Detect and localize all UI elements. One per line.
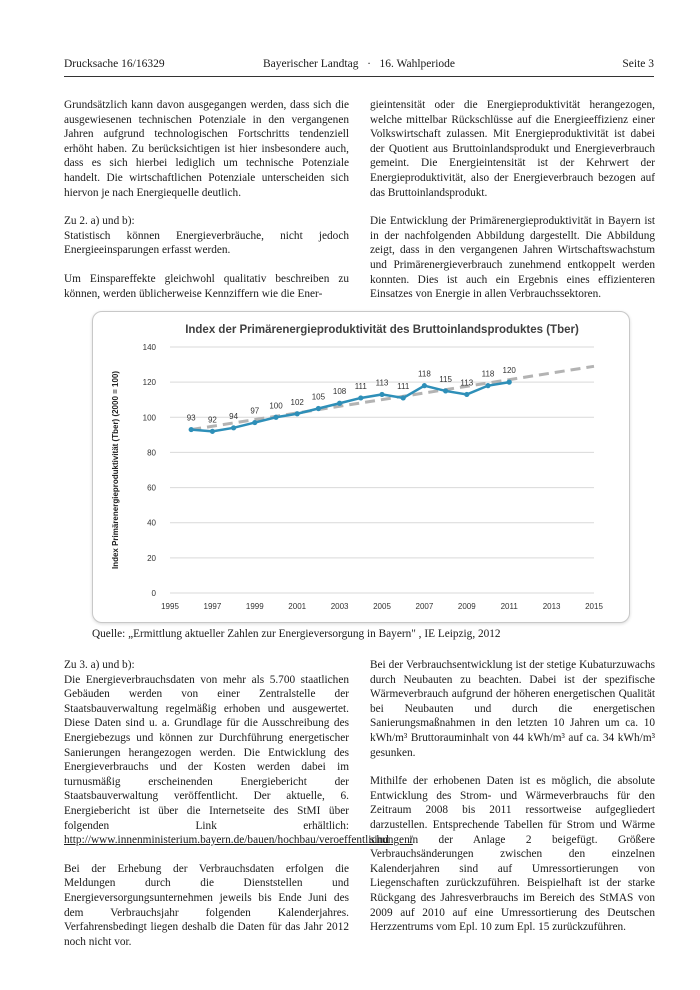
trend-line xyxy=(191,366,594,429)
paragraph-development: Die Entwicklung der Primärenergieproduktivität in Bayern ist in der nachfolgenden Abbildung dargestellt. Die Abbildung zeigt, dass in den vergangenen Jahren Wirtschaftswachstum und Primärenergieverbrauch zunehmend entkoppelt werden konnten. Dies ist auch ein Ergebnis eines effizienteren Einsatzes von Energie in allen Verbrauchssektoren. xyxy=(370,215,655,301)
page-number: Seite 3 xyxy=(622,58,654,70)
data-label: 100 xyxy=(269,401,283,411)
y-tick-label: 40 xyxy=(147,518,156,528)
data-label: 118 xyxy=(481,369,495,379)
chart-title: Index der Primärenergieproduktivität des Bruttoinlandsproduktes (Tber) xyxy=(185,324,579,336)
y-tick-label: 100 xyxy=(142,413,156,423)
paragraph-indicators: Um Einspareffekte gleichwohl qualitativ beschreiben zu können, werden üblicherweise Kennziffern wie die Ener- xyxy=(64,272,349,300)
x-tick-label: 2015 xyxy=(585,602,603,611)
data-label: 111 xyxy=(397,381,410,391)
answer-2 xyxy=(64,214,349,258)
paragraph-consumption-development: Bei der Verbrauchsentwicklung ist der stetige Kubaturzuwachs durch Neubauten zu beachten. Dabei ist der spezifische Wärmeverbrauch aufgrund der höheren energetischen Qualität bei Neubauten und durch die energetischen Sanierungsmaßnahmen in den letzten 10 Jahren um ca. 10 kWh/m³ Bruttorauminhalt von 44 kWh/m³ auf ca. 34 kWh/m³ gesunken. xyxy=(370,659,655,759)
data-label: 115 xyxy=(439,374,452,384)
data-label: 111 xyxy=(354,381,367,391)
paragraph-ressort-breakdown: Mithilfe der erhobenen Daten ist es möglich, die absolute Entwicklung des Strom- und Wärmeverbrauchs für den Zeitraum 2008 bis 2011 ressortweise aufgegliedert darzustellen. Entsprechende Tabellen für Strom und Wärme sind in der Anlage 2 beigefügt. Größere Verbrauchsänderungen zwischen den einzelnen Kalenderjahren sind auf Umressortierungen von Liegenschaften zurückzuführen. Beispielhaft ist der starke Rückgang des Jahresverbrauchs im Bereich des StMAS von 2009 auf 2010 auf eine Umressortierung des Deutschen Herzzentrums vom Epl. 10 zum Epl. 15 zurückzuführen. xyxy=(370,775,655,934)
y-axis-label: Index Primärenergieproduktivität (Tber) (2000 = 100) xyxy=(111,370,120,570)
data-label: 93 xyxy=(186,413,196,423)
paragraph-energy-intensity: gieintensität oder die Energieproduktivität herangezogen, welche mittelbar Rückschlüsse auf die Energieeffizienz einer Volkswirtschaft zulassen. Mit Energieproduktivität ist dabei der Quotient aus Bruttoinlandsprodukt und Energieverbrauch gemeint. Die Energieintensität ist der Kehrwert der Energieproduktivität, also der Energieverbrauch bezogen auf das Bruttoinlandsprodukt. xyxy=(370,99,655,199)
productivity-chart xyxy=(92,311,628,621)
x-tick-label: 1999 xyxy=(245,602,264,611)
y-tick-label: 20 xyxy=(147,553,156,563)
answer-2-text: Statistisch können Energieverbräuche, nicht jedoch Energieeinsparungen erfasst werden. xyxy=(64,229,349,257)
x-tick-label: 2001 xyxy=(288,602,307,611)
data-point xyxy=(485,383,490,388)
data-label: 113 xyxy=(375,378,389,388)
text-column-4 xyxy=(370,658,655,949)
y-tick-label: 0 xyxy=(151,589,156,598)
document-number: Drucksache 16/16329 xyxy=(64,58,165,70)
data-point xyxy=(358,395,363,400)
chart-caption: Quelle: „Ermittlung aktueller Zahlen zur Energieversorgung in Bayern" , IE Leipzig, 2012 xyxy=(92,628,501,640)
x-tick-label: 2007 xyxy=(415,602,434,611)
answer-3-heading: Zu 3. a) und b): xyxy=(64,659,135,671)
energy-report-link[interactable]: http://www.innenministerium.bayern.de/bauen/hochbau/veroeffentlichungen/ xyxy=(64,834,413,847)
data-point xyxy=(507,380,512,385)
data-label: 92 xyxy=(207,415,217,425)
data-point xyxy=(210,429,215,434)
data-label: 120 xyxy=(502,366,516,376)
x-tick-label: 2013 xyxy=(542,602,561,611)
page-header xyxy=(64,58,654,76)
data-label: 108 xyxy=(332,387,347,397)
data-point xyxy=(231,425,236,430)
data-point xyxy=(464,392,469,397)
x-tick-label: 2009 xyxy=(457,602,476,611)
data-label: 113 xyxy=(460,378,474,388)
x-tick-label: 2011 xyxy=(500,602,518,611)
y-tick-label: 120 xyxy=(142,378,156,388)
y-tick-label: 140 xyxy=(142,343,156,352)
data-point xyxy=(273,415,278,420)
parliament-title: Bayerischer Landtag · 16. Wahlperiode xyxy=(262,58,456,70)
data-point xyxy=(422,383,427,388)
x-tick-label: 2003 xyxy=(330,602,349,611)
x-tick-label: 1997 xyxy=(203,602,222,611)
data-point xyxy=(189,427,194,432)
y-tick-label: 60 xyxy=(147,483,156,493)
data-label: 105 xyxy=(311,392,326,402)
paragraph-data-collection: Bei der Erhebung der Verbrauchsdaten erfolgen die Meldungen durch die Dienststellen und Energieversorgungsunternehmen jeweils bis Ende Juni des dem Verbrauchsjahr folgenden Kalenderjahres. Verfahrensbedingt liegen deshalb die Daten für das Jahr 2012 noch nicht vor. xyxy=(64,862,349,948)
data-label: 94 xyxy=(229,411,239,421)
text-column-1 xyxy=(64,98,349,315)
data-label: 102 xyxy=(290,397,304,407)
data-label: 97 xyxy=(250,406,260,416)
data-point xyxy=(316,406,321,411)
answer-3 xyxy=(64,658,413,848)
paragraph-potentials: Grundsätzlich kann davon ausgegangen werden, dass sich die ausgewiesenen technischen Potenziale in den vergangenen Jahren aufgrund technologischen Fortschritts tendenziell erhöht haben. Zu berücksichtigen ist hier insbesondere auch, dass es sich hierbei lediglich um technische Potenziale handelt. Die wirtschaftlichen Potenziale unterscheiden sich hiervon je nach Energiequelle deutlich. xyxy=(64,99,349,199)
header-rule xyxy=(64,76,654,77)
data-point xyxy=(379,392,384,397)
text-column-2 xyxy=(370,98,655,316)
x-tick-label: 1995 xyxy=(161,602,179,611)
series-line xyxy=(191,382,509,431)
data-point xyxy=(252,420,257,425)
answer-3-text: Die Energieverbrauchsdaten von mehr als 5.700 staatlichen Gebäuden werden von einer Zentralstelle der Staatsbauverwaltung regelmäßig erhoben und ausgewertet. Diese Daten sind u. a. Grundlage für die Ausschreibung des Energiebezugs und können zur Durchführung energetischer Sanierungen herangezogen werden. Die Entwicklung des Energieverbrauchs und der Kosten werden dabei im turnusmäßig erscheinenden Energiebericht der Staatsbauverwaltung veröffentlicht. Der aktuelle, 6. Energiebericht ist über die Internetseite des StMI über folgenden Link erhältlich: xyxy=(64,673,349,832)
data-point xyxy=(401,395,406,400)
data-label: 118 xyxy=(418,369,431,379)
x-tick-label: 2005 xyxy=(373,602,391,611)
data-point xyxy=(443,388,448,393)
text-column-3 xyxy=(64,658,413,963)
data-point xyxy=(295,411,300,416)
answer-2-heading: Zu 2. a) und b): xyxy=(64,215,135,228)
data-point xyxy=(337,401,342,406)
y-tick-label: 80 xyxy=(147,448,156,458)
